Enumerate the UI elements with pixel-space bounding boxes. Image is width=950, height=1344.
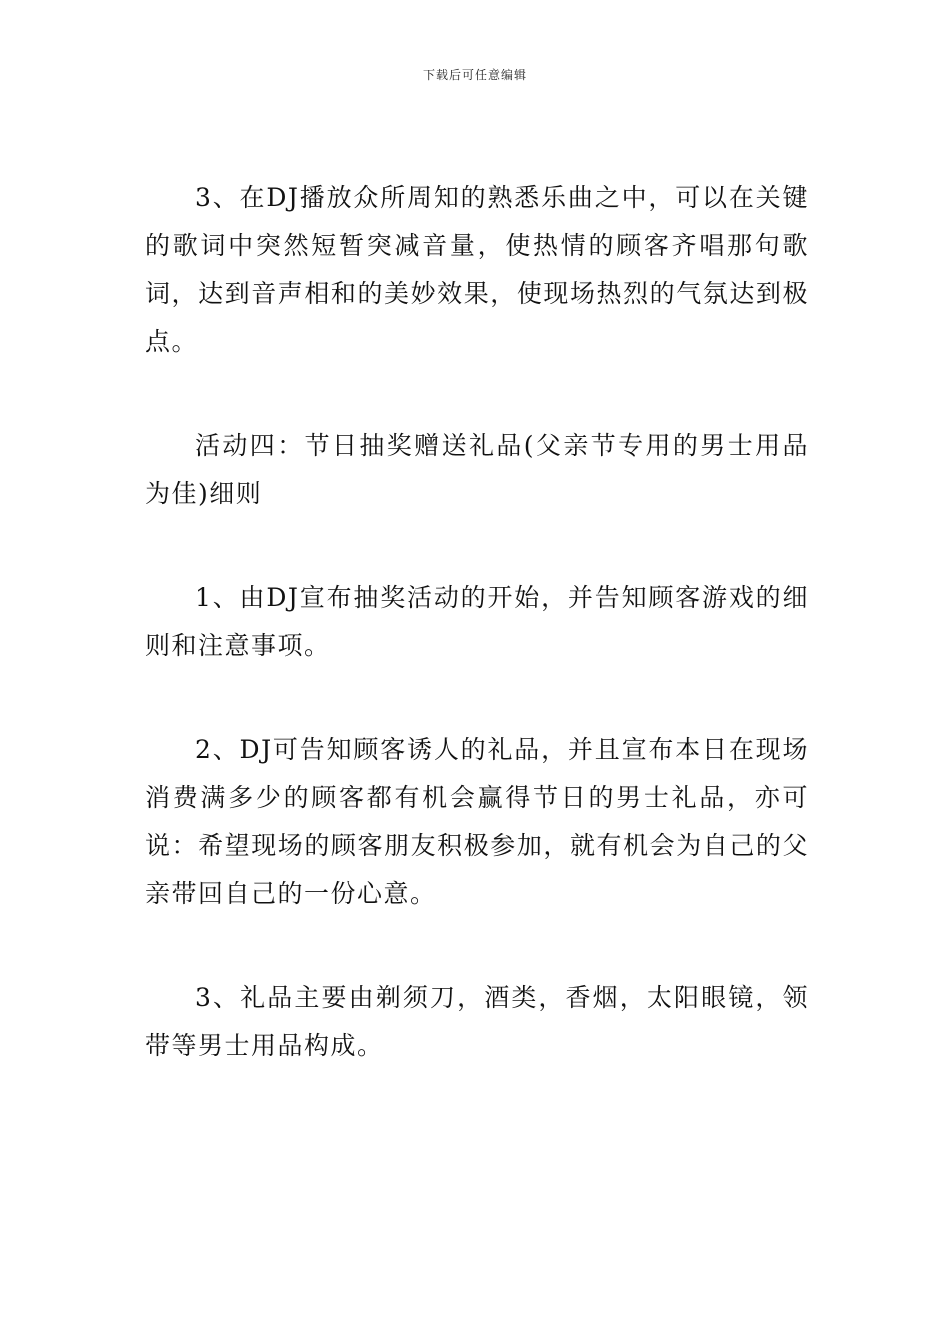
paragraph-dj-volume-trick: 3、在DJ播放众所周知的熟悉乐曲之中，可以在关键的歌词中突然短暂突减音量，使热情的顾客齐唱那句歌词，达到音声相和的美妙效果，使现场热烈的气氛达到极点。 [145,183,809,356]
page-header: 下载后可任意编辑 [422,68,527,82]
document-body [145,174,809,1126]
paragraph-gift-composition: 3、礼品主要由剃须刀，酒类，香烟，太阳眼镜，领带等男士用品构成。 [145,983,809,1060]
paragraph-gift-announcement: 2、DJ可告知顾客诱人的礼品，并且宣布本日在现场消费满多少的顾客都有机会赢得节日的男士礼品，亦可说：希望现场的顾客朋友积极参加，就有机会为自己的父亲带回自己的一份心意。 [145,735,809,908]
paragraph-activity-four-title: 活动四：节日抽奖赠送礼品(父亲节专用的男士用品为佳)细则 [145,431,809,508]
paragraph-lottery-start: 1、由DJ宣布抽奖活动的开始，并告知顾客游戏的细则和注意事项。 [145,583,809,660]
